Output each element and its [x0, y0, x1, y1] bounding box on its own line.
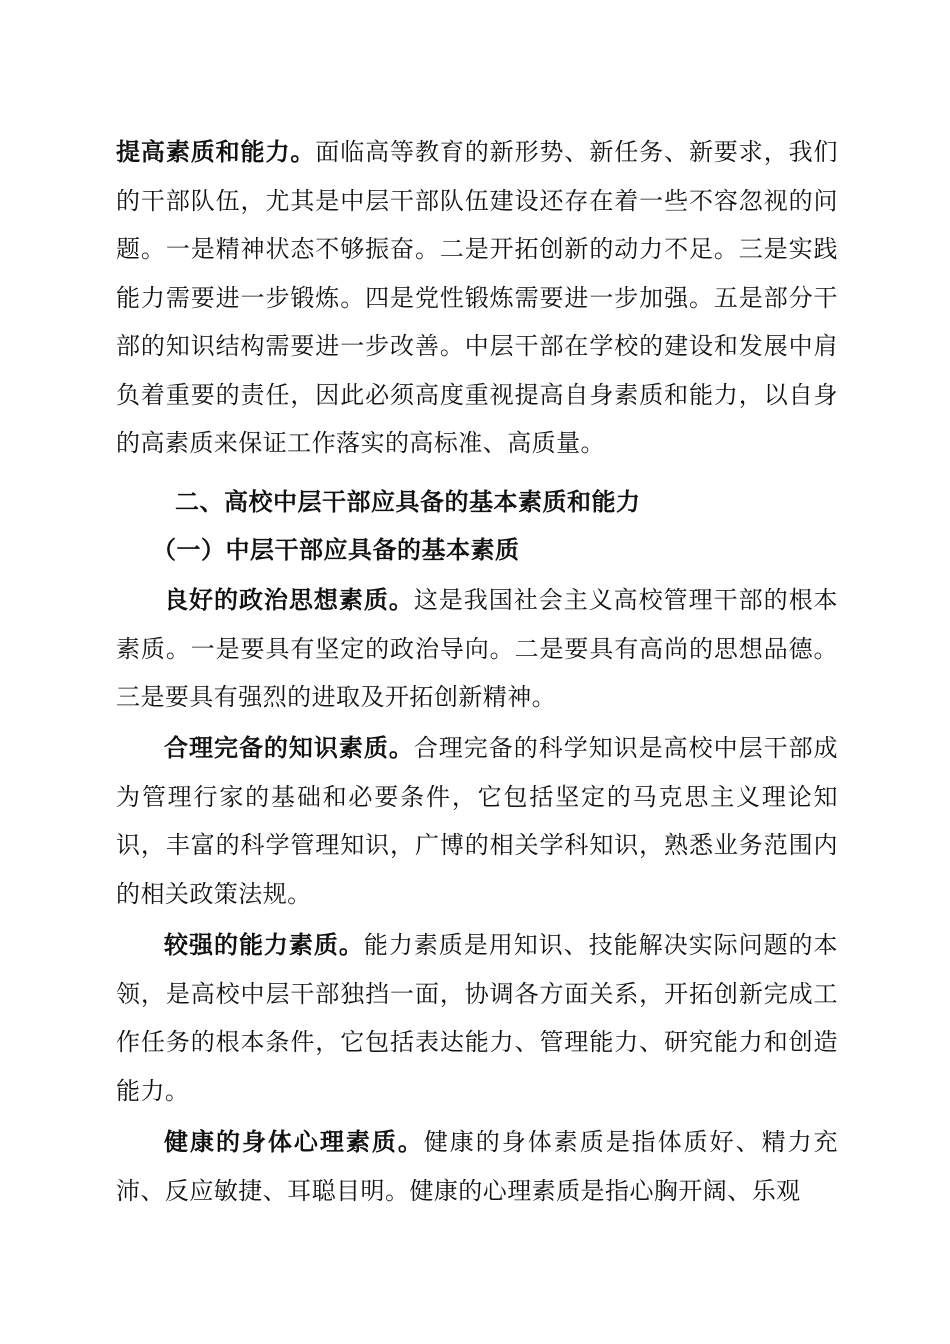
paragraph-body: 能力素质是用知识、技能解决实际问题的本领，是高校中层干部独挡一面，协调各方面关系，开拓创新完成工作任务的根本条件，它包括表达能力、管理能力、研究能力和创造能力。	[116, 931, 838, 1105]
paragraph-raising-quality	[116, 128, 838, 468]
paragraph-body: 这是我国社会主义高校管理干部的根本素质。一是要具有坚定的政治导向。二是要具有高尚的思想品德。三是要具有强烈的进取及开拓创新精神。	[116, 586, 838, 711]
paragraph-body: 合理完备的科学知识是高校中层干部成为管理行家的基础和必要条件，它包括坚定的马克思主义理论知识，丰富的科学管理知识，广博的相关学科知识，熟悉业务范围内的相关政策法规。	[116, 734, 838, 908]
section-heading: 二、高校中层干部应具备的基本素质和能力	[175, 488, 641, 516]
paragraph-body: 面临高等教育的新形势、新任务、新要求，我们的干部队伍，尤其是中层干部队伍建设还存在着一些不容忽视的问题。一是精神状态不够振奋。二是开拓创新的动力不足。三是实践能力需要进一步锻炼。四是党性锻炼需要进一步加强。五是部分干部的知识结构需要进一步改善。中层干部在学校的建设和发展中肩负着重要的责任，因此必须高度重视提高自身素质和能力，以自身的高素质来保证工作落实的高标准、高质量。	[116, 138, 838, 457]
paragraph-lead: 良好的政治思想素质。	[164, 586, 414, 614]
subsection-heading: （一）中层干部应具备的基本素质	[152, 536, 520, 564]
paragraph-ability-quality	[116, 921, 838, 1115]
paragraph-lead: 较强的能力素质。	[164, 931, 364, 959]
paragraph-body: 健康的身体素质是指体质好、精力充沛、反应敏捷、耳聪目明。健康的心理素质是指心胸开阔、乐观	[116, 1128, 839, 1205]
paragraph-health-quality	[116, 1118, 838, 1215]
paragraph-political-quality	[116, 576, 838, 722]
paragraph-lead: 健康的身体心理素质。	[164, 1128, 424, 1156]
paragraph-lead: 提高素质和能力。	[116, 138, 316, 166]
paragraph-lead: 合理完备的知识素质。	[164, 734, 414, 762]
paragraph-knowledge-quality	[116, 724, 838, 918]
